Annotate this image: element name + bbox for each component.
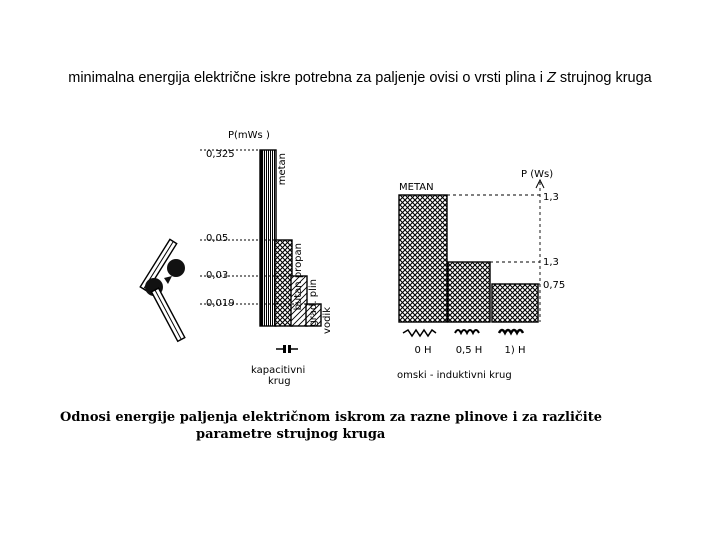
value-label: 0,05: [206, 233, 229, 244]
figure-caption-line1: Odnosi energije paljenja električnom iskrom za razne plinove i za različite: [60, 410, 603, 425]
category-label: butan propan: [293, 243, 304, 311]
category-label: 0 H: [414, 345, 432, 356]
figure-caption-line2: parametre strujnog kruga: [196, 427, 386, 442]
bar-2: [275, 240, 292, 326]
resistor-icon: [403, 330, 436, 336]
bar-2: [448, 262, 490, 322]
category-label: 1) H: [504, 345, 526, 356]
value-label: 0,325: [206, 149, 235, 160]
value-label: 0,03: [206, 270, 229, 281]
category-label: 0,5 H: [455, 345, 483, 356]
y-axis-label: P (Ws): [521, 169, 554, 180]
bar-3: [492, 284, 538, 322]
value-label: 1,3: [543, 192, 559, 203]
x-axis-label-line2: krug: [268, 376, 291, 387]
value-label: 1,3: [543, 257, 559, 268]
chart-capacitive: [200, 130, 333, 387]
category-label: metan: [277, 153, 288, 186]
y-axis-label: P(mWs ): [228, 130, 270, 141]
series-label: METAN: [399, 182, 434, 193]
spark-electrodes-illustration: [140, 239, 185, 341]
category-label: vodik: [322, 307, 333, 334]
value-label: 0,75: [543, 280, 566, 291]
value-label: 0,019: [206, 298, 235, 309]
chart-ohmic-inductive: [397, 169, 565, 381]
capacitor-icon: [276, 345, 298, 353]
bar-1: [399, 195, 447, 322]
x-axis-label-line1: kapacitivni: [251, 365, 306, 376]
slide-title: minimalna energija električne iskre potrebna za paljenje ovisi o vrsti plina i Z strujnog kruga: [68, 70, 652, 86]
inductor-icon: [455, 330, 479, 333]
inductor-icon: [499, 330, 523, 333]
category-label: grad. plin: [308, 279, 319, 327]
x-axis-label: omski - induktivni krug: [397, 370, 512, 381]
